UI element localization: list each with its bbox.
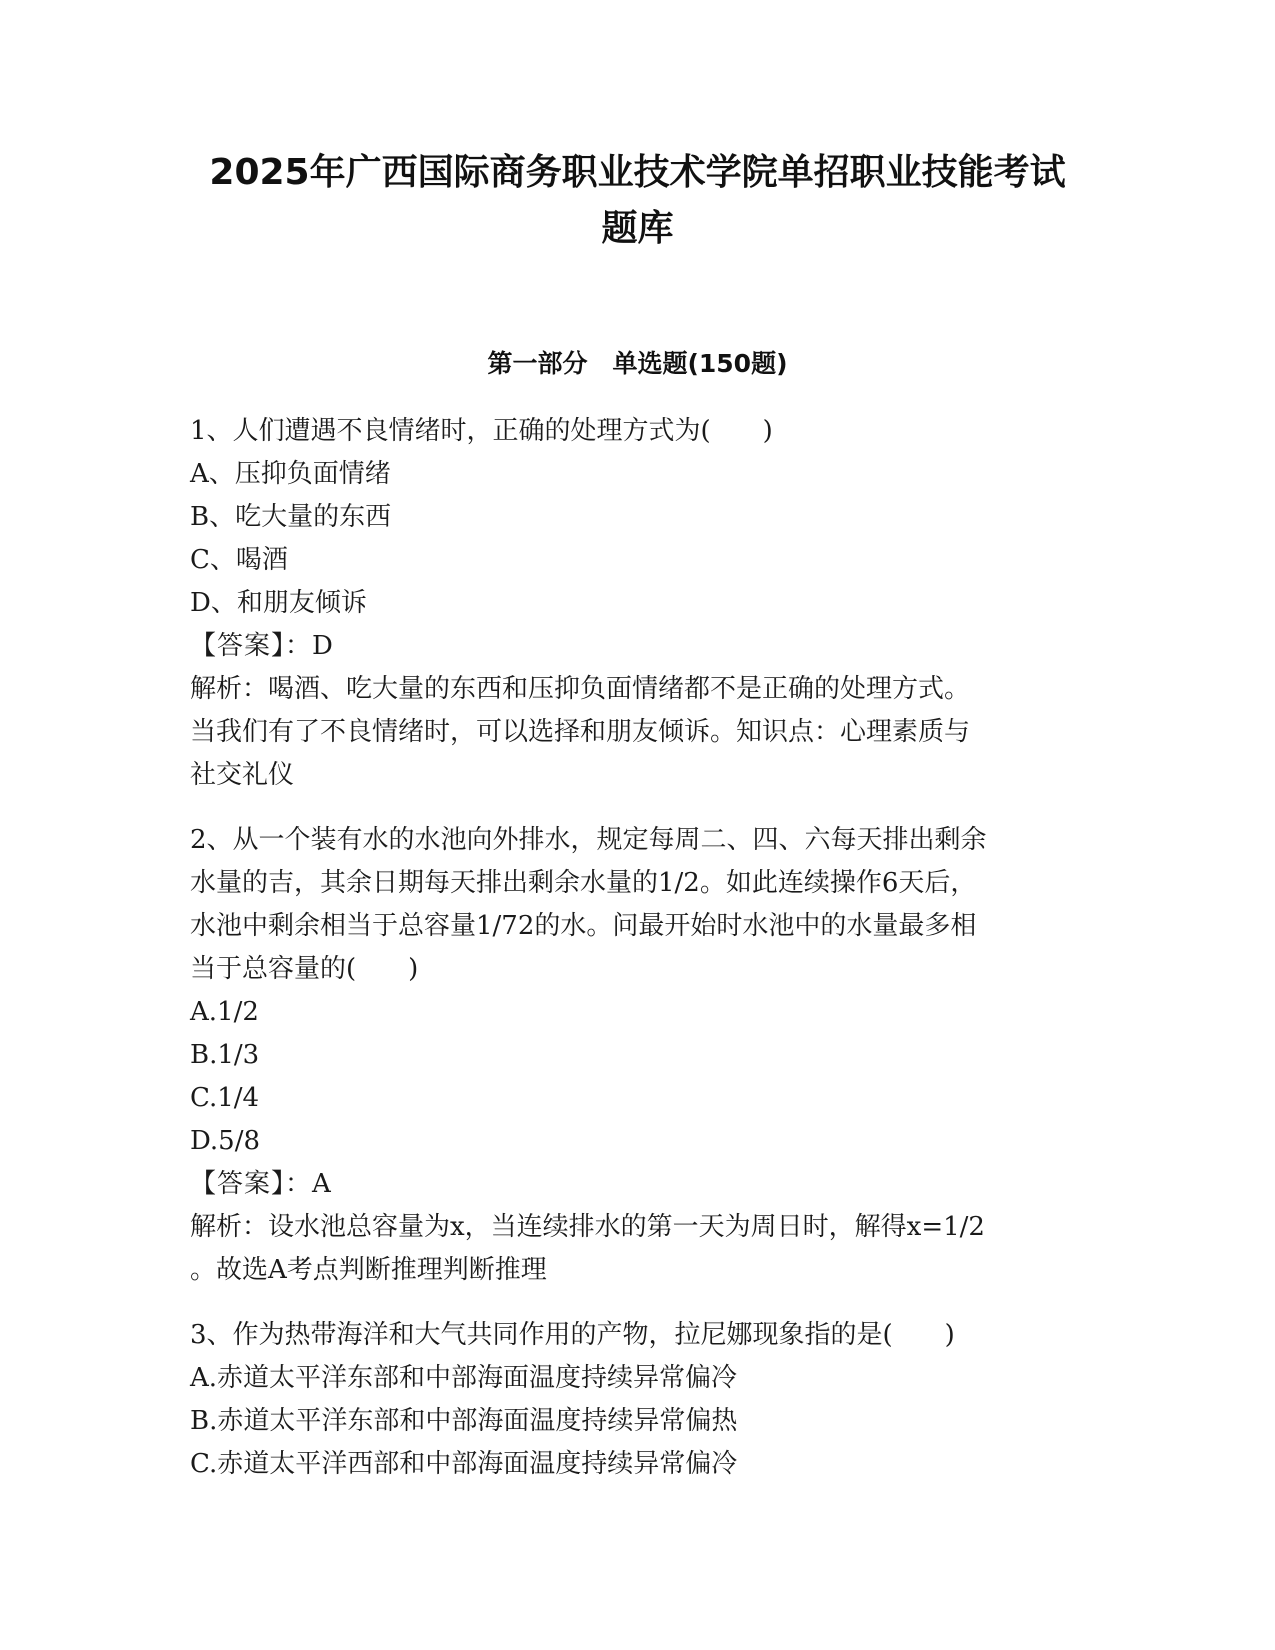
answer-label: 【答案】： [190,1169,313,1199]
analysis-line: 社交礼仪 [190,760,295,790]
analysis-line: 解析：设水池总容量为x，当连续排水的第一天为周日时，解得x=1/2 [190,1212,985,1242]
section-heading: 第一部分 单选题(150题) [487,349,788,378]
question-spacer [190,797,1080,819]
option-c: C、喝酒 [190,545,288,575]
question-stem: 水量的吉，其余日期每天排出剩余水量的1/2。如此连续操作6天后， [190,868,977,898]
analysis-line: 解析：喝酒、吃大量的东西和压抑负面情绪都不是正确的处理方式。 [190,674,971,704]
analysis-line: 。故选A考点判断推理判断推理 [190,1255,547,1285]
title-line-2: 题库 [601,208,674,249]
answer-value: A [312,1169,331,1199]
option-c: C.1/4 [190,1083,260,1113]
question-stem: 1、人们遭遇不良情绪时，正确的处理方式为( ) [190,416,773,446]
document-title [140,145,1135,257]
option-b: B.1/3 [190,1040,260,1070]
option-a: A.赤道太平洋东部和中部海面温度持续异常偏冷 [190,1363,738,1393]
question-stem: 3、作为热带海洋和大气共同作用的产物，拉尼娜现象指的是( ) [190,1320,955,1350]
option-a: A、压抑负面情绪 [190,459,391,489]
option-c: C.赤道太平洋西部和中部海面温度持续异常偏冷 [190,1449,738,1479]
question-spacer [190,1292,1080,1314]
question-stem: 当于总容量的( ) [190,954,419,984]
option-b: B.赤道太平洋东部和中部海面温度持续异常偏热 [190,1406,738,1436]
option-b: B、吃大量的东西 [190,502,392,532]
analysis-line: 当我们有了不良情绪时，可以选择和朋友倾诉。知识点：心理素质与 [190,717,971,747]
question-stem: 2、从一个装有水的水池向外排水，规定每周二、四、六每天排出剩余 [190,825,987,855]
answer-line [190,1163,1080,1206]
question-stem: 水池中剩余相当于总容量1/72的水。问最开始时水池中的水量最多相 [190,911,977,941]
question-1 [190,410,1080,797]
answer-line [190,625,1080,668]
question-3 [190,1314,1080,1486]
question-2 [190,819,1080,1292]
question-list [190,410,1080,1486]
option-d: D.5/8 [190,1126,261,1156]
answer-value: D [312,631,333,661]
answer-label: 【答案】： [190,631,313,661]
option-d: D、和朋友倾诉 [190,588,367,618]
title-line-1: 2025年广西国际商务职业技术学院单招职业技能考试 [209,152,1066,193]
option-a: A.1/2 [190,997,259,1027]
